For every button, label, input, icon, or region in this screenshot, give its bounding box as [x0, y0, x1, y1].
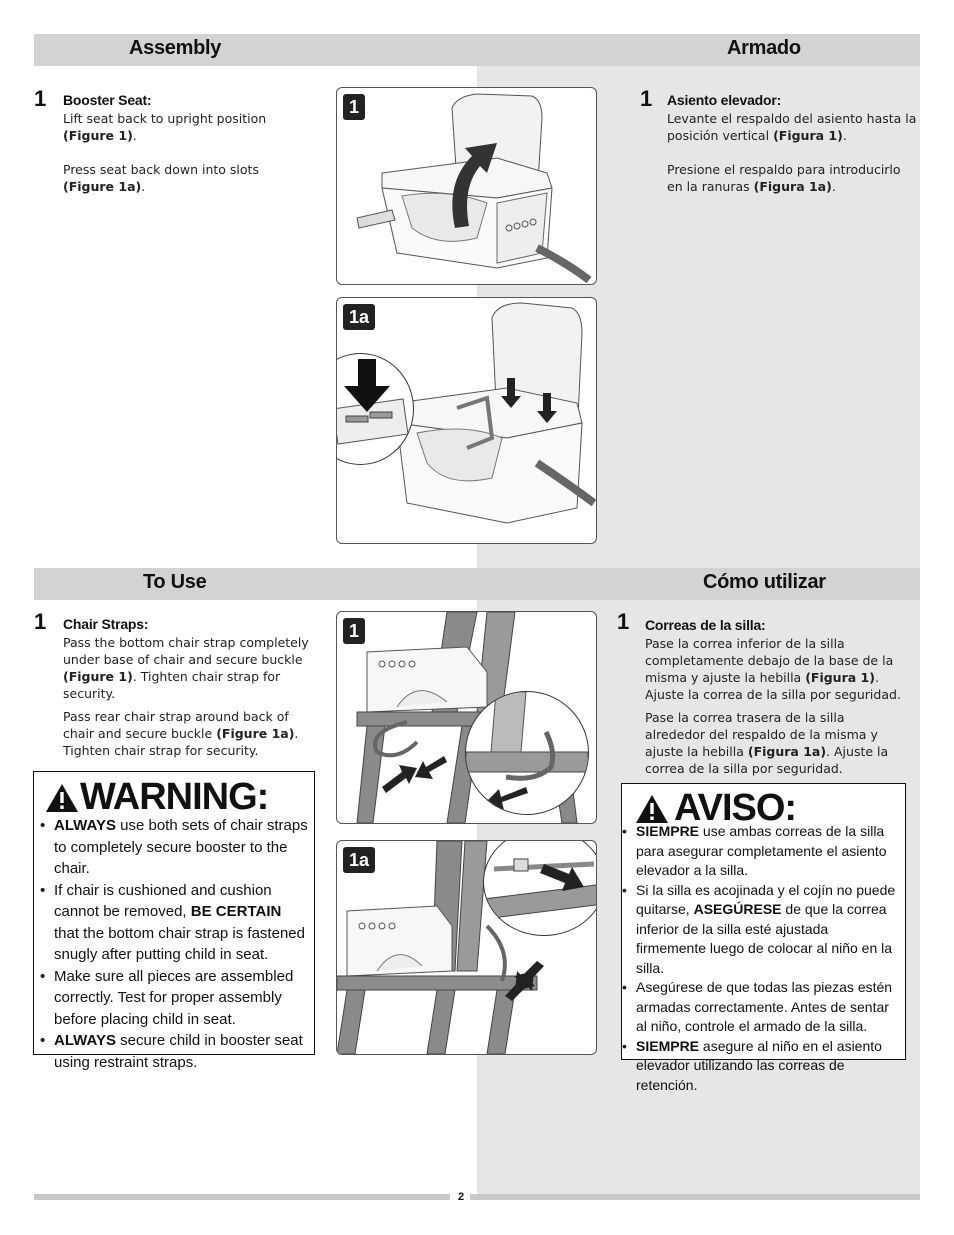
warning-item-2-text-b: that the bottom chair strap is fastened snugly after putting child in seat.	[54, 924, 305, 963]
chair-straps-p1-ref: (Figure 1)	[63, 669, 133, 684]
to-use-section-header	[34, 568, 920, 600]
aviso-box	[621, 783, 906, 1093]
chair-straps-p1a: Pass the bottom chair strap completely under base of chair and secure buckle	[63, 635, 309, 667]
aviso-item-4-text: asegure al niño en el asiento elevador utilizando las correas de retención.	[636, 1037, 882, 1093]
aviso-item-4	[622, 1037, 902, 1096]
to-use-heading-es: Cómo utilizar	[703, 571, 826, 593]
footer-rule-left	[34, 1194, 450, 1200]
to-use-figure-1a	[336, 840, 597, 1055]
correas-p2b: . Ajuste la correa de la silla por seguridad.	[645, 744, 889, 776]
assembly-figure-1a-label: 1a	[343, 304, 375, 330]
aviso-item-4-emphasis: SIEMPRE	[636, 1037, 700, 1054]
warning-item-1-text: use both sets of chair straps to completely secure booster to the chair.	[54, 817, 308, 877]
to-use-heading-en: To Use	[143, 571, 207, 593]
booster-seat-p1: Lift seat back to upright position	[63, 111, 267, 126]
assembly-figure-1a	[336, 297, 597, 544]
chair-straps-p1b: . Tighten chair strap for security.	[63, 669, 281, 701]
asiento-elevador-title: Asiento elevador:	[667, 92, 782, 108]
warning-list	[40, 815, 308, 1073]
aviso-item-1-emphasis: SIEMPRE	[636, 823, 700, 839]
page-number: 2	[457, 1191, 465, 1203]
correas-p1a: Pase la correa inferior de la silla completamente debajo de la base de la misma y ajuste la hebilla	[645, 636, 894, 685]
to-use-figure-1-label: 1	[343, 618, 365, 644]
warning-triangle-icon	[44, 782, 80, 814]
assembly-heading-es: Armado	[727, 37, 801, 59]
chair-straps-p2-ref: (Figure 1a)	[216, 726, 295, 741]
chair-straps-p2b: . Tighten chair strap for security.	[63, 726, 299, 758]
push-arrow-icon	[382, 756, 447, 793]
aviso-item-1-text: use ambas correas de la silla para asegurar completamente el asiento elevador a la silla.	[636, 823, 887, 878]
booster-seat-illustration	[337, 88, 596, 284]
correas-text	[645, 635, 907, 777]
aviso-item-1	[622, 822, 902, 881]
warning-item-2-emphasis: BE CERTAIN	[190, 903, 282, 920]
warning-item-2	[40, 880, 308, 966]
warning-box	[33, 771, 315, 1071]
warning-item-1-emphasis: ALWAYS	[54, 817, 116, 834]
warning-item-1	[40, 815, 308, 880]
warning-item-3-text: Make sure all pieces are assembled correctly. Test for proper assembly before placing child in seat.	[54, 967, 294, 1028]
asiento-p2-ref: (Figura 1a)	[753, 179, 832, 194]
aviso-item-3-text: Asegúrese de que todas las piezas estén armadas correctamente. Antes de sentar al niño, controle el armado de la silla.	[636, 979, 893, 1034]
assembly-step-number-en: 1	[34, 86, 47, 111]
asiento-elevador-text: Levante el respaldo del asiento hasta la posición vertical (Figura 1). Presione el respaldo para introducirlo en la ranuras (Figura 1a).	[667, 111, 917, 194]
to-use-fig1-zoom-inset	[465, 691, 589, 815]
asiento-p2: Presione el respaldo para introducirlo en la ranuras	[667, 162, 901, 194]
correas-title: Correas de la silla:	[645, 617, 766, 633]
warning-item-3	[40, 966, 308, 1031]
aviso-list	[622, 822, 902, 1095]
warning-triangle-icon	[634, 793, 670, 825]
booster-seat-p1-ref: (Figure 1)	[63, 128, 133, 143]
aviso-item-2-text-a: Si la silla es acojinada y el cojín no puede quitarse,	[636, 881, 896, 917]
chair-straps-title: Chair Straps:	[63, 616, 149, 632]
asiento-p1: Levante el respaldo del asiento hasta la posición vertical	[667, 111, 917, 143]
correas-p1b: . Ajuste la correa de la silla por seguridad.	[645, 670, 901, 702]
aviso-item-2	[622, 881, 902, 979]
warning-item-4-text: secure child in booster seat using restraint straps.	[54, 1032, 303, 1071]
warning-item-4	[40, 1030, 308, 1073]
warning-title: WARNING:	[80, 776, 269, 818]
correas-p2-ref: (Figura 1a)	[747, 744, 827, 759]
warning-item-2-text-a: If chair is cushioned and cushion cannot be removed,	[54, 881, 272, 920]
booster-seat-p2: Press seat back down into slots	[63, 162, 259, 177]
booster-seat-title: Booster Seat:	[63, 92, 152, 108]
to-use-figure-1a-label: 1a	[343, 847, 375, 873]
booster-seat-p2-ref: (Figure 1a)	[63, 179, 142, 194]
warning-item-4-emphasis: ALWAYS	[54, 1032, 116, 1049]
assembly-step-number-es: 1	[640, 86, 653, 111]
assembly-figure-1	[336, 87, 597, 285]
to-use-step-number-es: 1	[617, 609, 630, 634]
chair-straps-p2a: Pass rear chair strap around back of chair and secure buckle	[63, 709, 289, 741]
booster-seat-text: Lift seat back to upright position (Figure 1). Press seat back down into slots (Figure 1a).	[63, 111, 267, 194]
asiento-p1-ref: (Figura 1)	[773, 128, 843, 143]
correas-p1-ref: (Figura 1)	[805, 670, 875, 685]
aviso-item-2-emphasis: ASEGÚRESE	[693, 901, 782, 917]
aviso-item-2-text-b: de que la correa inferior de la silla esté ajustada firmemente luego de colocar al niño en la silla.	[636, 901, 893, 976]
footer-rule-right	[470, 1194, 920, 1200]
assembly-figure-1-label: 1	[343, 94, 365, 120]
chair-straps-text	[63, 634, 311, 759]
aviso-title: AVISO:	[674, 787, 797, 829]
warning-title-row	[44, 776, 268, 819]
to-use-step-number-en: 1	[34, 609, 47, 634]
aviso-item-3	[622, 978, 902, 1037]
assembly-heading-en: Assembly	[129, 37, 222, 59]
to-use-figure-1	[336, 611, 597, 824]
assembly-section-header	[34, 34, 920, 66]
correas-p2a: Pase la correa trasera de la silla alrededor del respaldo de la misma y ajuste la hebilla	[645, 710, 878, 759]
